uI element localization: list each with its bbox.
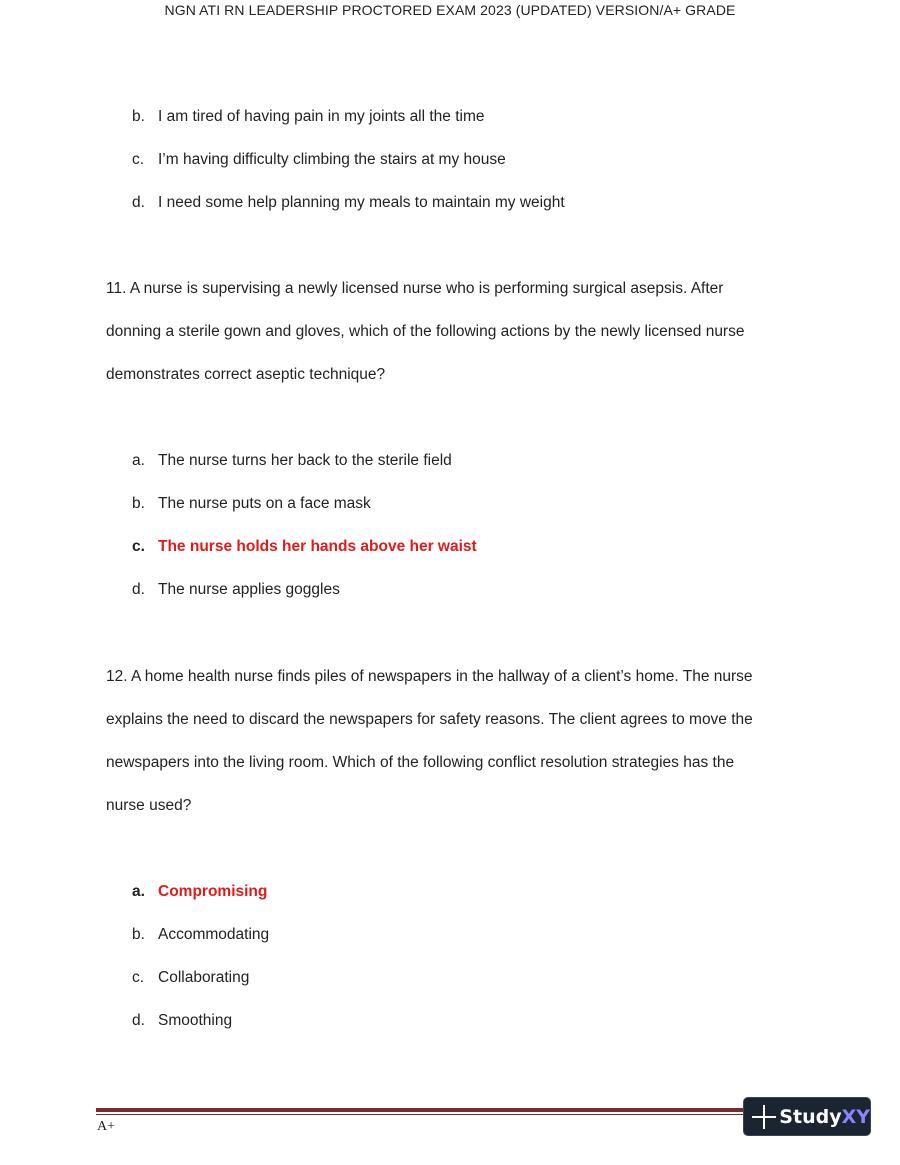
q11-option-a [132, 452, 452, 470]
option-text: Smoothing [158, 1012, 233, 1029]
option-letter: d. [132, 194, 145, 211]
option-letter: c. [132, 969, 145, 986]
q10-option-b [132, 108, 485, 126]
option-letter: c. [132, 151, 145, 168]
q11-option-b [132, 495, 371, 513]
q12-option-b [132, 926, 269, 944]
q12-option-d [132, 1012, 232, 1030]
q11-stem-line-1: 11. A nurse is supervising a newly licensed nurse who is performing surgical asepsis. After [106, 280, 724, 297]
page-header-title: NGN ATI RN LEADERSHIP PROCTORED EXAM 2023 (UPDATED) VERSION/A+ GRADE [164, 2, 736, 18]
plus-icon [752, 1105, 771, 1129]
option-text: Accommodating [158, 926, 270, 943]
q11-option-c-correct [132, 538, 477, 556]
option-text: The nurse turns her back to the sterile field [158, 452, 452, 469]
option-text: Collaborating [158, 969, 250, 986]
option-letter: d. [132, 1012, 145, 1029]
option-text: I am tired of having pain in my joints all the time [158, 108, 485, 125]
option-text: The nurse applies goggles [158, 581, 340, 598]
option-letter: d. [132, 581, 145, 598]
q12-stem-line-1: 12. A home health nurse finds piles of newspapers in the hallway of a client’s home. The nurse [106, 668, 753, 685]
option-text: The nurse puts on a face mask [158, 495, 371, 512]
q12-option-a-correct [132, 883, 267, 901]
option-letter: a. [132, 883, 145, 900]
footer-grade-text: A+ [97, 1119, 116, 1134]
studyxy-logo-text: StudyXY [779, 1105, 870, 1128]
q12-stem-line-4: nurse used? [106, 797, 192, 814]
option-letter: b. [132, 926, 145, 943]
option-text: Compromising [158, 883, 268, 900]
option-letter: b. [132, 495, 145, 512]
option-letter: b. [132, 108, 145, 125]
studyxy-badge[interactable] [743, 1097, 871, 1136]
q12-option-c [132, 969, 249, 987]
option-text: I’m having difficulty climbing the stairs at my house [158, 151, 506, 168]
q11-stem-line-2: donning a sterile gown and gloves, which of the following actions by the newly licensed nurse [106, 323, 745, 340]
footer-rule-thin [96, 1114, 746, 1115]
q11-option-d [132, 581, 340, 599]
option-text: I need some help planning my meals to maintain my weight [158, 194, 565, 211]
q12-stem-line-3: newspapers into the living room. Which of the following conflict resolution strategies has the [106, 754, 735, 771]
footer-rule [96, 1108, 746, 1112]
option-text: The nurse holds her hands above her waist [158, 538, 477, 555]
option-letter: a. [132, 452, 145, 469]
option-letter: c. [132, 538, 145, 555]
q10-option-c [132, 151, 506, 169]
q10-option-d [132, 194, 565, 212]
q12-stem-line-2: explains the need to discard the newspapers for safety reasons. The client agrees to move the [106, 711, 753, 728]
q11-stem-line-3: demonstrates correct aseptic technique? [106, 366, 386, 383]
